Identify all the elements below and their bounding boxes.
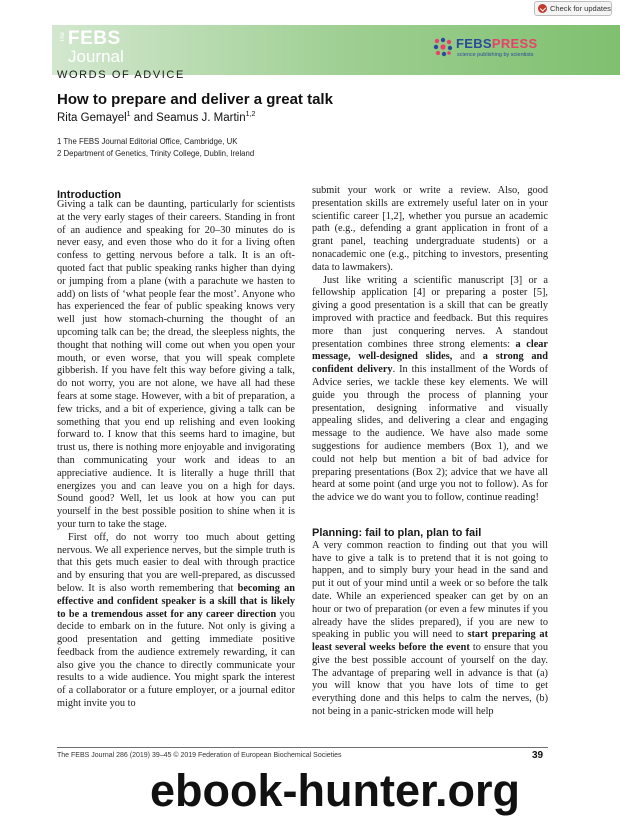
right-paragraph-3: A very common reaction to finding out that you will have to give a talk is to pretend that it is not going to happen, and to simply bury your head in the sand and put it out of your mind until a week or so before the talk date. While an experienced speaker can get by on an hour or two of preparation (or even a few minutes if you already have the slides prepared), if you are new to speaking in public you will need to start preparing at least several weeks before the event to ensure that you give the best possible account of yourself on the day. The advantage of preparing well in advance is that (a) you will know that you have lots of time to get everything done and this helps to calm the nerves, (b) not being in a panic-stricken mode will help: [312, 539, 548, 718]
right-paragraph-2: Just like writing a scientific manuscript [3] or a fellowship application [4] or preparing a poster [5], giving a good presentation is a skill that can be greatly improved with practice and feedback. But this requires more than just conquering nerves. A standout presentation combines three strong elements: a clear message, well-designed slides, and a strong and confident delivery. In this installment of the Words of Advice series, we tackle these key elements. We will guide you through the process of planning your presentation, designing informative and visually appealing slides, and delivering a clear and engaging message to the audience. We have also made some suggestions for audience members (Box 1), and we could not help but mention a bit of bad advice for preparing presentations (Box 2); advice that we have all heard at some point (and urge you not to follow). As for the advice we do want you to follow, continue reading!: [312, 274, 549, 504]
logo-febs: FEBS: [68, 28, 121, 49]
author-2-affil: 1,2: [245, 111, 256, 118]
affiliation-2: 2 Department of Genetics, Trinity College, Dublin, Ireland: [57, 149, 255, 158]
page-number: 39: [532, 750, 544, 761]
header-left-margin: [0, 25, 52, 75]
right-paragraph-1: submit your work or write a review. Also, good presentation skills are extremely useful later on in your scientific career [1,2], whether you pursue an academic path (e.g., defending a grant application in front of a grant panel, teaching undergraduate students) or a nonacademic one (e.g., pitching to investors, presenting data to lawmakers).: [312, 185, 548, 273]
author-2[interactable]: and Seamus J. Martin: [130, 111, 246, 124]
section-label: WORDS OF ADVICE: [57, 69, 185, 81]
febs-press-tagline: science publishing by scientists: [457, 52, 534, 58]
febs-press-dots-icon: [432, 36, 454, 58]
febs-press-name: FEBSPRESS: [456, 36, 538, 51]
left-column: [57, 199, 295, 711]
author-list: [57, 111, 255, 124]
febs-journal-logo: [60, 28, 130, 72]
left-paragraph-1: Giving a talk can be daunting, particularly for scientists at the very early stages of their careers. Standing in front of an audience and speaking for 20–30 minutes do is never easy, and even those who do it for a living often confess to getting nervous before a talk. It is an oft-quoted fact that public speaking ranks higher than dying or jumping from a plane (with a parachute we hasten to add) on lists of ‘what people fear the most’. Anyone who has experienced the fear of public speaking knows very well just how stomach-churning the thought of an upcoming talk can be; the dread, the sleepless nights, the thought that nothing will come out when you open your mouth, or even worse, that you will speak complete gibberish. If you have felt this way before giving a talk, do not worry, you are not alone, we have all had these fears at some stage. However, with a bit of preparation, a few tricks, and a bit of experience, giving a talk can be something that you end up relishing and even looking forward to. I know that this seems hard to imagine, but trust us, there is nothing more enjoyable and invigorating than communicating your work and ideas to an appreciative audience. It is literally a huge thrill that energizes you and can leave you on a high for days. Sound good? Well, let us look at how you can put yourself in the best possible position to shine when it is your turn to take the stage.: [57, 199, 295, 530]
affiliation-1: 1 The FEBS Journal Editorial Office, Cambridge, UK: [57, 137, 238, 146]
author-1-affil: 1: [126, 111, 131, 118]
check-for-updates-button[interactable]: [534, 1, 612, 16]
intro-heading: Introduction: [57, 189, 122, 201]
author-1[interactable]: Rita Gemayel: [57, 111, 127, 124]
planning-heading: Planning: fail to plan, plan to fail: [312, 526, 482, 539]
footer-citation: The FEBS Journal 286 (2019) 39–45 © 2019 Federation of European Biochemical Societies: [57, 752, 342, 759]
article-title: How to prepare and deliver a great talk: [57, 91, 333, 108]
check-updates-label: Check for updates: [550, 4, 611, 13]
febs-press-logo: [432, 36, 562, 66]
footer-divider: [57, 747, 548, 748]
watermark-text: ebook-hunter.org: [150, 765, 520, 816]
logo-the: The: [60, 32, 66, 43]
logo-journal: Journal: [68, 47, 124, 66]
check-updates-icon: [538, 4, 547, 13]
right-column: [312, 185, 548, 719]
left-paragraph-2: First off, do not worry too much about getting nervous. We all experience nerves, but the simple truth is that this gets much easier to deal with through practice and by ensuring that you are well-prepared, as discussed below. It is also worth remembering that becoming an effective and confident speaker is a skill that is likely to be a tremendous asset for any career direction you decide to embark on in the future. Not only is giving a good presentation and getting immediate positive feedback from the audience extremely rewarding, it can also give you the chance to directly communicate your results to a wide audience. You might spark the interest of a collaborator or a future employer, or a journal editor might invite you to: [57, 531, 295, 710]
